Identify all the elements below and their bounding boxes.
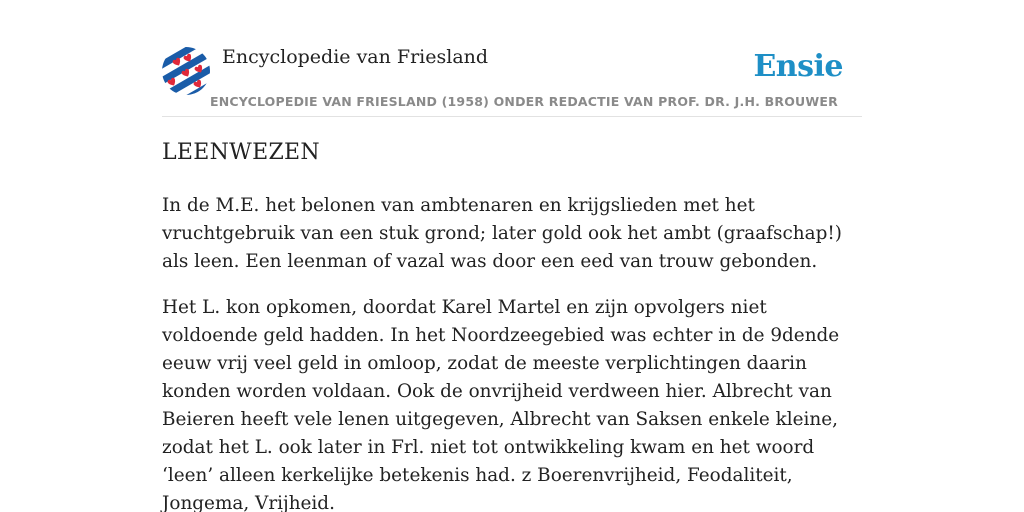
brand-logo[interactable]: Ensie bbox=[753, 49, 843, 84]
frisian-flag-icon[interactable] bbox=[162, 47, 210, 95]
site-header bbox=[162, 44, 862, 117]
entry-paragraph: In de M.E. het belonen van ambtenaren en krijgslieden met het vruchtgebruik van een stuk grond; later gold ook het ambt (graafschap!) als leen. Een leenman of vazal was door een eed van trouw gebonden. bbox=[162, 195, 842, 272]
entry-body bbox=[162, 192, 866, 512]
site-title[interactable]: Encyclopedie van Friesland bbox=[222, 46, 489, 68]
entry-paragraph: Het L. kon opkomen, doordat Karel Martel en zijn opvolgers niet voldoende geld hadden. In het Noordzeegebied was echter in de 9dende eeuw vrij veel geld in omloop, zodat de meeste verplichtingen daarin konden worden voldaan. Ook de onvrijheid verdween hier. Albrecht van Beieren heeft vele lenen uitgegeven, Albrecht van Saksen enkele kleine, zodat het L. ook later in Frl. niet tot ontwikkeling kwam en het woord ‘leen’ alleen kerkelijke betekenis had. z Boerenvrijheid, Feodaliteit, Jongema, Vrijheid. bbox=[162, 297, 840, 512]
site-subtitle: ENCYCLOPEDIE VAN FRIESLAND (1958) ONDER REDACTIE VAN PROF. DR. J.H. BROUWER bbox=[210, 94, 838, 109]
entry-title: LEENWEZEN bbox=[162, 140, 320, 165]
